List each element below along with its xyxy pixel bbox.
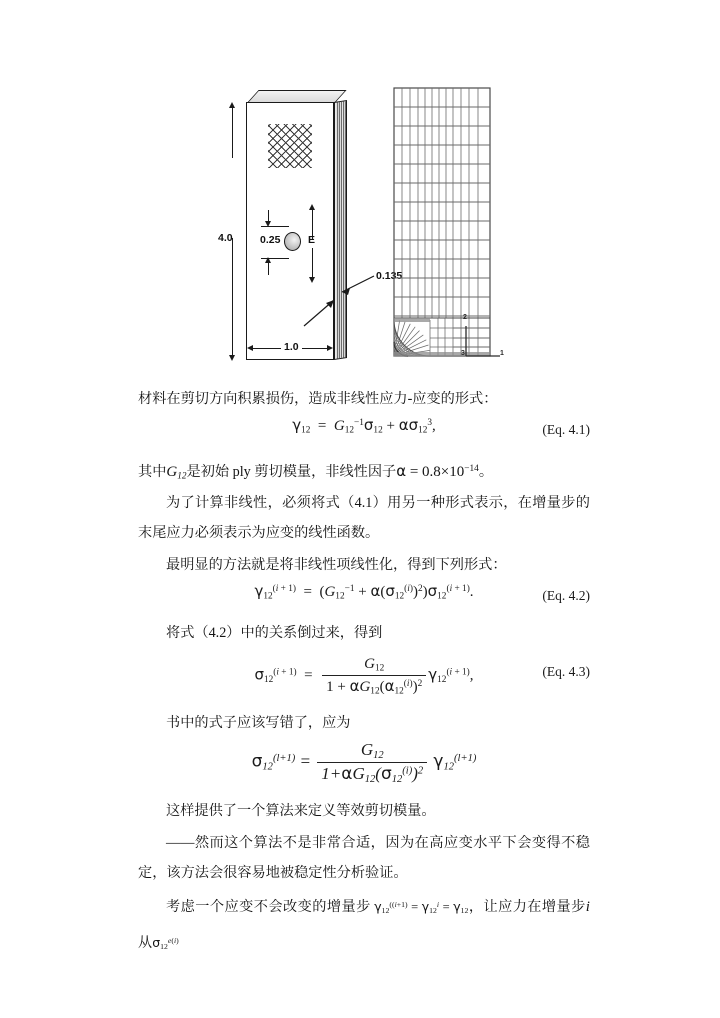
axis-label-3: 3 bbox=[461, 350, 465, 357]
dim-width-arrow-right bbox=[327, 345, 333, 351]
equation-4-3-body: $\sigma_{12}^{(i + 1)}$ = $\frac{G_{12}}{1 + \alpha G_{12}(\alpha_{12}^{(i)})^2}$ $\gamma_{12}^{(i + 1)}$, bbox=[254, 656, 474, 697]
paragraph-7: 这样提供了一个算法来定义等效剪切模量。 bbox=[166, 803, 436, 819]
paragraph-9 bbox=[138, 890, 590, 962]
paragraph-2-mid: 是初始 ply 剪切模量，非线性因子 bbox=[186, 463, 397, 480]
dim-hole-line-bottom bbox=[268, 262, 269, 275]
paragraph-2-pre: 其中 bbox=[138, 463, 167, 480]
dim-width-arrow-left bbox=[247, 345, 253, 351]
finite-element-mesh bbox=[392, 86, 572, 376]
figure-open-hole-plate bbox=[0, 78, 720, 378]
dim-height-label: 4.0 bbox=[218, 232, 233, 244]
dim-height-line-upper bbox=[232, 106, 233, 158]
inline-step-i: i bbox=[585, 899, 590, 916]
plate-3d-drawing bbox=[218, 90, 403, 370]
equation-4-1-number: (Eq. 4.1) bbox=[542, 422, 590, 437]
paragraph-2-end: 。 bbox=[478, 463, 494, 480]
dim-E-line-lower bbox=[312, 248, 313, 280]
paragraph-9-end: 从 bbox=[138, 935, 153, 952]
dim-E-label: E bbox=[308, 234, 316, 246]
dim-height-arrow-top bbox=[229, 102, 235, 108]
axis-label-1: 1 bbox=[500, 350, 504, 357]
paragraph-9-mid: ，让应力在增量步 bbox=[468, 899, 586, 916]
paragraph-9-pre: 考虑一个应变不会改变的增量步 bbox=[166, 899, 371, 916]
dim-hole-label: 0.25 bbox=[260, 234, 281, 246]
dim-E-arrow-top bbox=[309, 204, 315, 210]
dim-height-arrow-bottom bbox=[229, 355, 235, 361]
paragraph-5: 将式（4.2）中的关系倒过来，得到 bbox=[166, 625, 383, 641]
inline-alpha: α bbox=[396, 461, 407, 480]
equation-4-2-number: (Eq. 4.2) bbox=[542, 588, 590, 603]
dim-hole-arrow-bottom bbox=[265, 257, 271, 263]
dim-thickness-label: 0.135 bbox=[376, 270, 403, 282]
dim-height-line-lower bbox=[232, 238, 233, 356]
equation-corrected-row bbox=[138, 736, 590, 788]
equation-4-3-number: (Eq. 4.3) bbox=[542, 664, 590, 679]
dim-E-arrow-bottom bbox=[309, 277, 315, 283]
paragraph-4: 最明显的方法就是将非线性项线性化，得到下列形式： bbox=[166, 557, 507, 573]
equation-4-3-row bbox=[138, 650, 590, 700]
equation-corrected-body: $\sigma_{12}^{(l+1)}$ = $\frac{G_{12}}{1+\alpha G_{12}(\sigma_{12}^{(i)})^2}$ $\gamma_{12}^{(l+1)}$ bbox=[251, 740, 477, 785]
equation-4-1-body: $\gamma_{12} = G_{12}^{-1}\sigma_{12} + \alpha\sigma_{12}^3$, bbox=[292, 416, 436, 436]
paragraph-2 bbox=[138, 454, 590, 491]
inline-alpha-value: = $0.8\times 10^{-14}$ bbox=[406, 463, 479, 480]
inline-sigma-e-i: $\sigma_{12}^{e(i)}$ bbox=[152, 935, 179, 952]
paragraph-6: 书中的式子应该写错了，应为 bbox=[166, 715, 351, 731]
paragraph-8: ——然而这个算法不是非常合适，因为在高应变水平下会变得不稳定，该方法会很容易地被稳定性分析验证。 bbox=[138, 835, 590, 881]
equation-4-2-row bbox=[138, 582, 590, 620]
dim-width-label: 1.0 bbox=[281, 341, 302, 353]
paragraph-3: 为了计算非线性，必须将式（4.1）用另一种形式表示，在增量步的末尾应力必须表示为应变的线性函数。 bbox=[138, 495, 590, 541]
equation-4-1-row bbox=[138, 416, 590, 454]
cross-hatch-pattern bbox=[268, 124, 312, 168]
equation-4-2-body: $\gamma_{12}^{(i + 1)} = (G_{12}^{-1} + \alpha(\sigma_{12}^{(i)})^2)\sigma_{12}^{(i + 1)}$. bbox=[254, 582, 474, 602]
axis-label-2: 2 bbox=[463, 314, 467, 321]
inline-G12: $G_{12}$ bbox=[166, 463, 187, 482]
dim-hole-arrow-top bbox=[265, 221, 271, 227]
inline-gamma-equality: $\gamma_{12}^{((i+1)} = \gamma_{12}^i = \gamma_{12}$ bbox=[374, 899, 469, 916]
front-face-leader bbox=[298, 296, 340, 332]
paragraph-1: 材料在剪切方向积累损伤，造成非线性应力-应变的形式： bbox=[138, 391, 498, 407]
center-hole bbox=[284, 232, 301, 251]
